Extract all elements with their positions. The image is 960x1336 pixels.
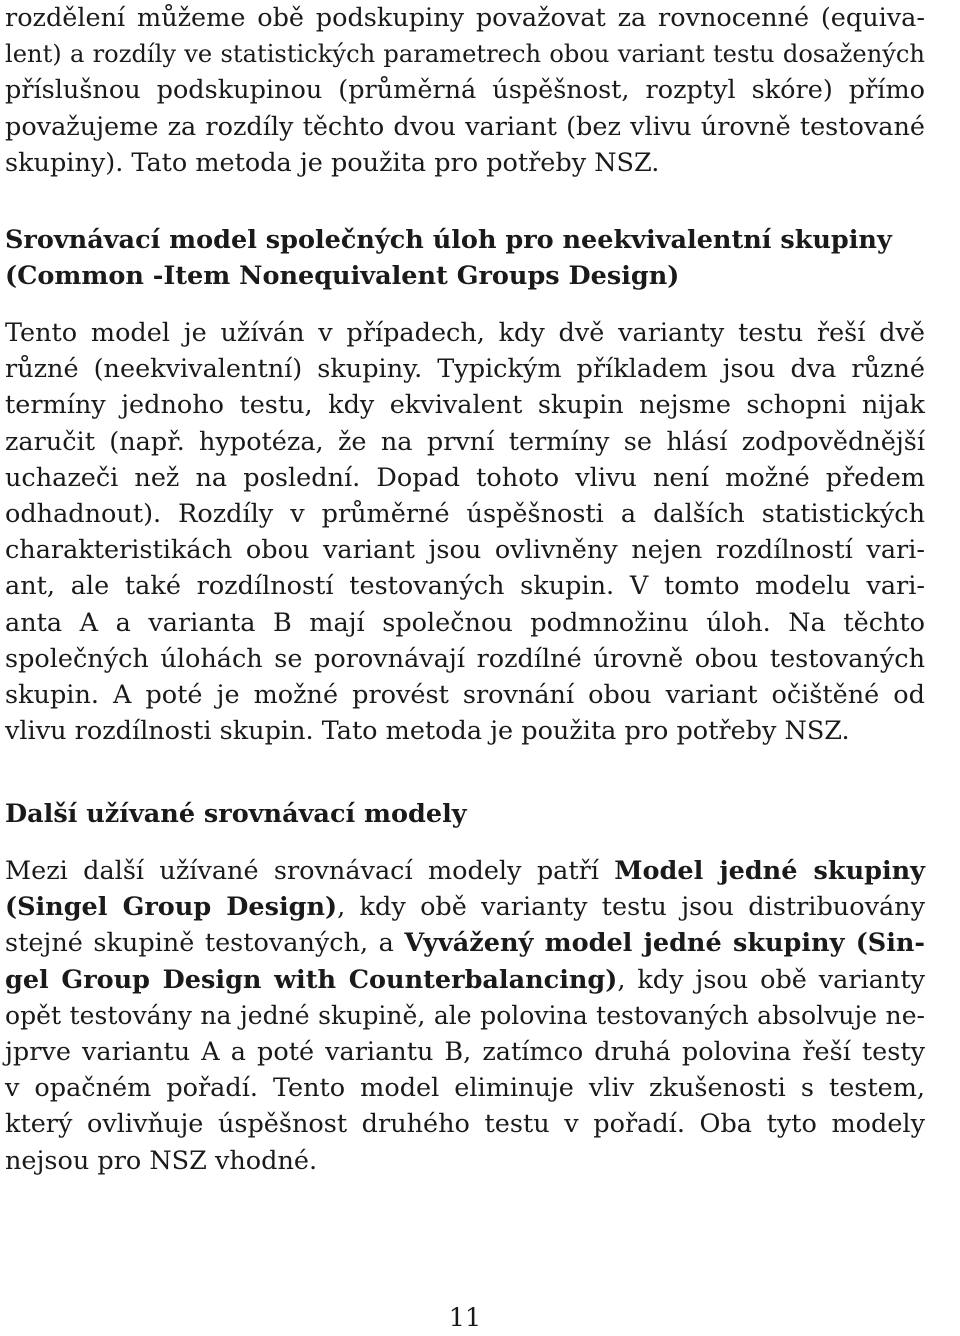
text-line: příslušnou podskupinou (průměrná úspěšnost, rozptyl skóre) přímo	[5, 75, 925, 106]
text-line: anta A a varianta B mají společnou podmnožinu úloh. Na těchto	[5, 607, 925, 638]
text-line: vlivu rozdílnosti skupin. Tato metoda je použita pro potřeby NSZ.	[5, 716, 850, 747]
section2-paragraph	[5, 853, 925, 1179]
text-run: , kdy jsou obě varianty	[617, 964, 926, 995]
text-line: ant, ale také rozdílností testovaných skupin. V tomto modelu vari-	[5, 571, 925, 602]
text-run: , kdy obě varianty testu jsou distribuovány	[337, 892, 926, 923]
text-line: skupiny). Tato metoda je použita pro potřeby NSZ.	[5, 147, 660, 178]
bold-term: (Singel Group Design)	[5, 892, 338, 923]
text-line: termíny jednoho testu, kdy ekvivalent skupin nejsme schopni nijak	[5, 390, 925, 421]
text-line: charakteristikách obou variant jsou ovlivněny nejen rozdílností vari-	[5, 535, 925, 566]
text-line: uchazeči než na poslední. Dopad tohoto vlivu není možné předem	[5, 462, 925, 493]
text-run: Mezi další užívané srovnávací modely patří	[5, 856, 615, 886]
text-line: zaručit (např. hypotéza, že na první termíny se hlásí zodpovědnější	[5, 426, 925, 457]
bold-term: Vyvážený model jedné skupiny (Sin-	[404, 928, 925, 959]
intro-paragraph	[5, 0, 925, 181]
text-line: opět testovány na jedné skupině, ale polovina testovaných absolvuje ne-	[5, 1000, 925, 1030]
text-line: skupin. A poté je možné provést srovnání obou variant očištěné od	[5, 680, 925, 711]
text-line: Tento model je užíván v případech, kdy dvě varianty testu řeší dvě	[5, 318, 925, 348]
text-line: lent) a rozdíly ve statistických parametrech obou variant testu dosažených	[5, 40, 925, 69]
heading-line: (Common -Item Nonequivalent Groups Design)	[5, 261, 680, 292]
heading-line: Další užívané srovnávací modely	[5, 799, 467, 829]
section-heading-common-item	[5, 222, 925, 294]
text-line: odhadnout). Rozdíly v průměrné úspěšnosti a dalších statistických	[5, 499, 925, 530]
section-heading-other-models	[5, 796, 925, 832]
text-line: společných úlohách se porovnávají rozdílné úrovně obou testovaných	[5, 643, 925, 674]
text-line: v opačném pořadí. Tento model eliminuje vliv zkušenosti s testem,	[5, 1073, 925, 1104]
heading-line: Srovnávací model společných úloh pro neekvivalentní skupiny	[5, 225, 892, 255]
bold-term: gel Group Design with Counterbalancing)	[5, 964, 618, 995]
text-line	[5, 925, 925, 961]
text-line	[5, 962, 925, 998]
bold-term: Model jedné skupiny	[614, 856, 925, 886]
text-line	[5, 889, 925, 925]
page-number: 11	[448, 1303, 482, 1333]
text-line: jprve variantu A a poté variantu B, zatímco druhá polovina řeší testy	[5, 1037, 925, 1068]
section1-paragraph	[5, 315, 925, 749]
text-line: rozdělení můžeme obě podskupiny považovat za rovnocenné (equiva-	[5, 3, 925, 33]
text-line: různé (neekvivalentní) skupiny. Typickým příkladem jsou dva různé	[5, 354, 925, 385]
text-line: který ovlivňuje úspěšnost druhého testu v pořadí. Oba tyto modely	[5, 1109, 925, 1140]
text-run: stejné skupině testovaných, a	[5, 928, 405, 959]
text-line: nejsou pro NSZ vhodné.	[5, 1145, 318, 1176]
text-line: považujeme za rozdíly těchto dvou variant (bez vlivu úrovně testované	[5, 111, 925, 142]
text-line	[5, 853, 925, 889]
